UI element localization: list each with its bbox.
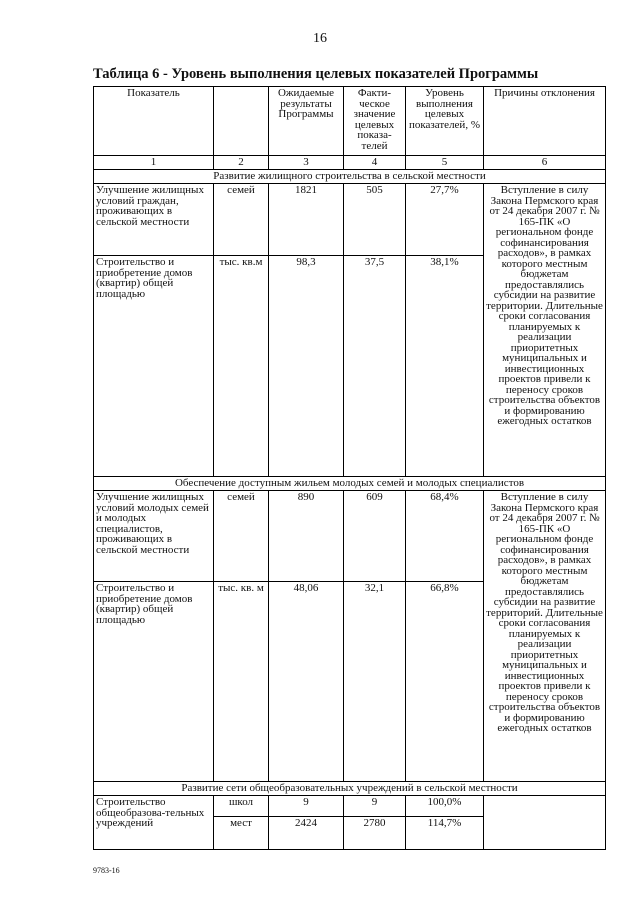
table-title: Таблица 6 - Уровень выполнения целевых показателей Программы bbox=[93, 66, 539, 82]
column-number: 5 bbox=[406, 156, 484, 170]
header-row bbox=[94, 87, 606, 156]
level-cell: 27,7% bbox=[406, 184, 484, 256]
reason-cell-empty bbox=[484, 796, 606, 850]
expected-cell: 48,06 bbox=[269, 582, 344, 782]
section-title: Развитие жилищного строительства в сельской местности bbox=[94, 170, 606, 184]
unit-cell: семей bbox=[214, 491, 269, 582]
actual-cell: 9 bbox=[344, 796, 406, 817]
page-number: 16 bbox=[313, 31, 327, 46]
actual-cell: 32,1 bbox=[344, 582, 406, 782]
unit-cell: тыс. кв.м bbox=[214, 256, 269, 477]
expected-cell: 2424 bbox=[269, 817, 344, 850]
section-title-row bbox=[94, 782, 606, 796]
indicator-cell: Улучшение жилищных условий граждан, проживающих в сельской местности bbox=[94, 184, 214, 256]
level-cell: 114,7% bbox=[406, 817, 484, 850]
column-number: 6 bbox=[484, 156, 606, 170]
reason-cell: Вступление в силу Закона Пермского края от 24 декабря 2007 г. № 165-ПК «О региональном фонде софинансирования расходов», в рамках которого местным бюджетам предоставлялись субсидии на развитие территорий. Длительные сроки согласования планируемых к реализации приоритетных муниципальных и инвестиционных проектов привели к переносу сроков строительства объектов и формированию ежегодных остатков bbox=[484, 491, 606, 782]
expected-cell: 98,3 bbox=[269, 256, 344, 477]
column-numbers-row bbox=[94, 156, 606, 170]
section-title: Развитие сети общеобразовательных учреждений в сельской местности bbox=[94, 782, 606, 796]
header-reason: Причины отклонения bbox=[484, 87, 606, 156]
unit-cell: школ bbox=[214, 796, 269, 817]
table-row bbox=[94, 796, 606, 817]
header-level: Уровень выполнения целевых показателей, % bbox=[406, 87, 484, 156]
indicator-cell: Строительство общеобразова-тельных учреждений bbox=[94, 796, 214, 850]
indicator-cell: Строительство и приобретение домов (квартир) общей площадью bbox=[94, 582, 214, 782]
column-number: 1 bbox=[94, 156, 214, 170]
reason-cell: Вступление в силу Закона Пермского края от 24 декабря 2007 г. № 165-ПК «О региональном фонде софинансирования расходов», в рамках которого местным бюджетам предоставлялись субсидии на развитие территории. Длительные сроки согласования планируемых к реализации приоритетных муниципальных и инвестиционных проектов привели к переносу сроков строительства объектов и формированию ежегодных остатков bbox=[484, 184, 606, 477]
header-unit bbox=[214, 87, 269, 156]
expected-cell: 1821 bbox=[269, 184, 344, 256]
level-cell: 38,1% bbox=[406, 256, 484, 477]
actual-cell: 505 bbox=[344, 184, 406, 256]
expected-cell: 9 bbox=[269, 796, 344, 817]
expected-cell: 890 bbox=[269, 491, 344, 582]
header-indicator: Показатель bbox=[94, 87, 214, 156]
unit-cell: тыс. кв. м bbox=[214, 582, 269, 782]
section-title-row bbox=[94, 477, 606, 491]
column-number: 3 bbox=[269, 156, 344, 170]
indicator-cell: Улучшение жилищных условий молодых семей и молодых специалистов, проживающих в сельской местности bbox=[94, 491, 214, 582]
actual-cell: 2780 bbox=[344, 817, 406, 850]
header-expected: Ожидаемые результаты Программы bbox=[269, 87, 344, 156]
section-title-row bbox=[94, 170, 606, 184]
table-row bbox=[94, 491, 606, 582]
document-code: 9783-16 bbox=[93, 866, 120, 875]
actual-cell: 609 bbox=[344, 491, 406, 582]
level-cell: 66,8% bbox=[406, 582, 484, 782]
actual-cell: 37,5 bbox=[344, 256, 406, 477]
indicators-table bbox=[93, 86, 606, 850]
unit-cell: семей bbox=[214, 184, 269, 256]
level-cell: 100,0% bbox=[406, 796, 484, 817]
section-title: Обеспечение доступным жильем молодых семей и молодых специалистов bbox=[94, 477, 606, 491]
table-row bbox=[94, 184, 606, 256]
header-actual: Факти-ческое значение целевых показа-телей bbox=[344, 87, 406, 156]
column-number: 2 bbox=[214, 156, 269, 170]
level-cell: 68,4% bbox=[406, 491, 484, 582]
indicator-cell: Строительство и приобретение домов (квартир) общей площадью bbox=[94, 256, 214, 477]
column-number: 4 bbox=[344, 156, 406, 170]
unit-cell: мест bbox=[214, 817, 269, 850]
